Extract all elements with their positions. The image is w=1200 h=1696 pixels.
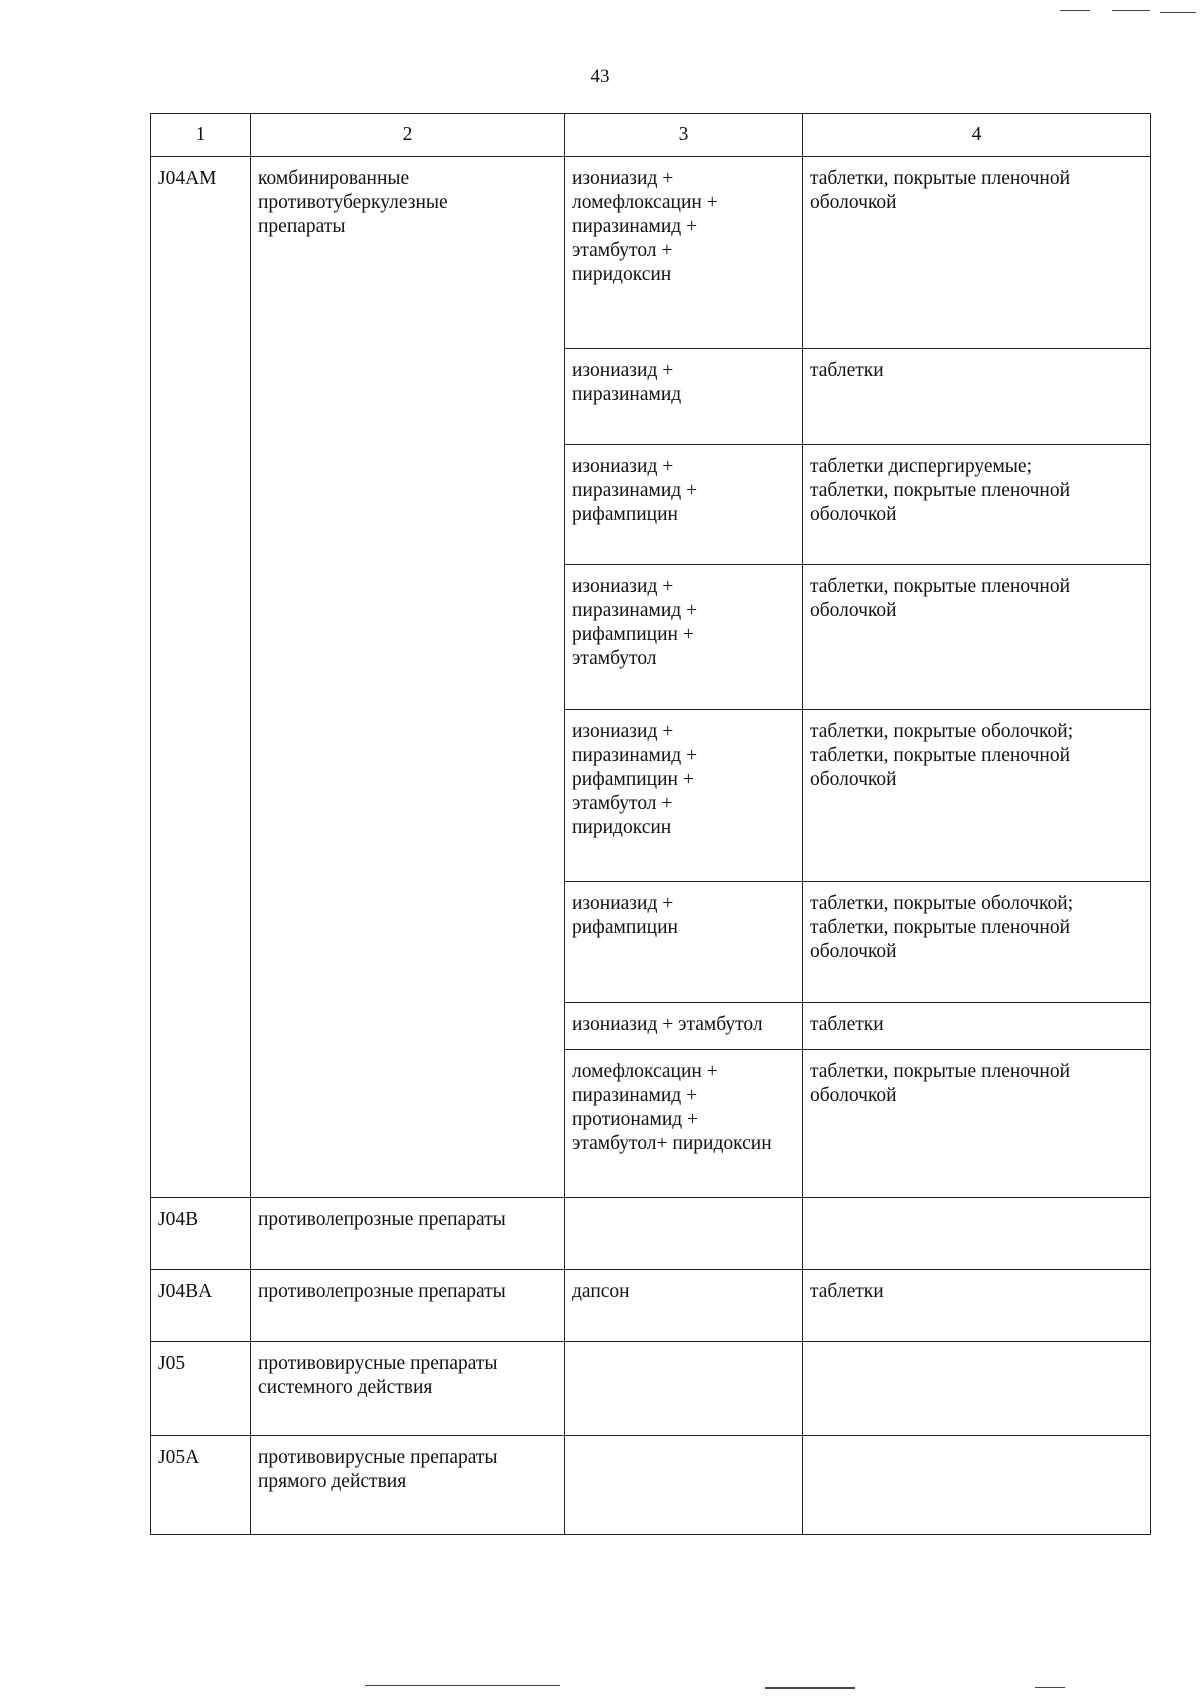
atc-code: J05	[151, 1342, 251, 1436]
drug-name: изониазид + этамбутол	[565, 1003, 803, 1050]
header-col-2: 2	[251, 114, 565, 157]
dosage-form: таблетки, покрытые оболочкой; таблетки, покрытые пленочной оболочкой	[803, 710, 1151, 882]
header-col-1: 1	[151, 114, 251, 157]
page-number: 43	[590, 66, 610, 87]
table-row	[151, 1270, 1151, 1342]
dosage-form: таблетки диспергируемые; таблетки, покрытые пленочной оболочкой	[803, 445, 1151, 565]
dosage-form: таблетки	[803, 349, 1151, 445]
scan-artifact-line	[1112, 10, 1150, 11]
atc-code: J04B	[151, 1198, 251, 1270]
atc-code: J05A	[151, 1436, 251, 1535]
drug-table	[150, 113, 1151, 1535]
drug-name: ломефлоксацин + пиразинамид + протионамид + этамбутол+ пиридоксин	[565, 1050, 803, 1198]
drug-name	[565, 1342, 803, 1436]
dosage-form: таблетки	[803, 1003, 1151, 1050]
drug-name: изониазид + пиразинамид	[565, 349, 803, 445]
group-name: противовирусные препараты прямого действия	[251, 1436, 565, 1535]
dosage-form	[803, 1436, 1151, 1535]
dosage-form	[803, 1342, 1151, 1436]
drug-name: дапсон	[565, 1270, 803, 1342]
scan-artifact-line	[1035, 1687, 1065, 1688]
atc-code: J04AM	[151, 157, 251, 1198]
dosage-form: таблетки, покрытые пленочной оболочкой	[803, 157, 1151, 349]
drug-name: изониазид + ломефлоксацин + пиразинамид + этамбутол + пиридоксин	[565, 157, 803, 349]
dosage-form: таблетки, покрытые оболочкой; таблетки, покрытые пленочной оболочкой	[803, 882, 1151, 1003]
drug-name: изониазид + пиразинамид + рифампицин + этамбутол	[565, 565, 803, 710]
drug-name: изониазид + пиразинамид + рифампицин + этамбутол + пиридоксин	[565, 710, 803, 882]
scan-artifact-line	[765, 1687, 855, 1689]
scan-artifact-line	[1160, 12, 1196, 13]
dosage-form: таблетки, покрытые пленочной оболочкой	[803, 565, 1151, 710]
dosage-form: таблетки, покрытые пленочной оболочкой	[803, 1050, 1151, 1198]
scan-artifact-line	[365, 1685, 560, 1686]
table-header-row	[151, 114, 1151, 157]
table-row	[151, 157, 1151, 349]
table-row	[151, 1198, 1151, 1270]
table-row	[151, 1436, 1151, 1535]
group-name: противолепрозные препараты	[251, 1198, 565, 1270]
atc-code: J04BA	[151, 1270, 251, 1342]
header-col-3: 3	[565, 114, 803, 157]
group-name: противовирусные препараты системного действия	[251, 1342, 565, 1436]
group-name: противолепрозные препараты	[251, 1270, 565, 1342]
table-row	[151, 1342, 1151, 1436]
drug-name	[565, 1436, 803, 1535]
dosage-form: таблетки	[803, 1270, 1151, 1342]
dosage-form	[803, 1198, 1151, 1270]
scan-artifact-line	[1060, 10, 1090, 11]
drug-name	[565, 1198, 803, 1270]
group-name: комбинированные противотуберкулезные препараты	[251, 157, 565, 1198]
drug-name: изониазид + пиразинамид + рифампицин	[565, 445, 803, 565]
drug-name: изониазид + рифампицин	[565, 882, 803, 1003]
header-col-4: 4	[803, 114, 1151, 157]
